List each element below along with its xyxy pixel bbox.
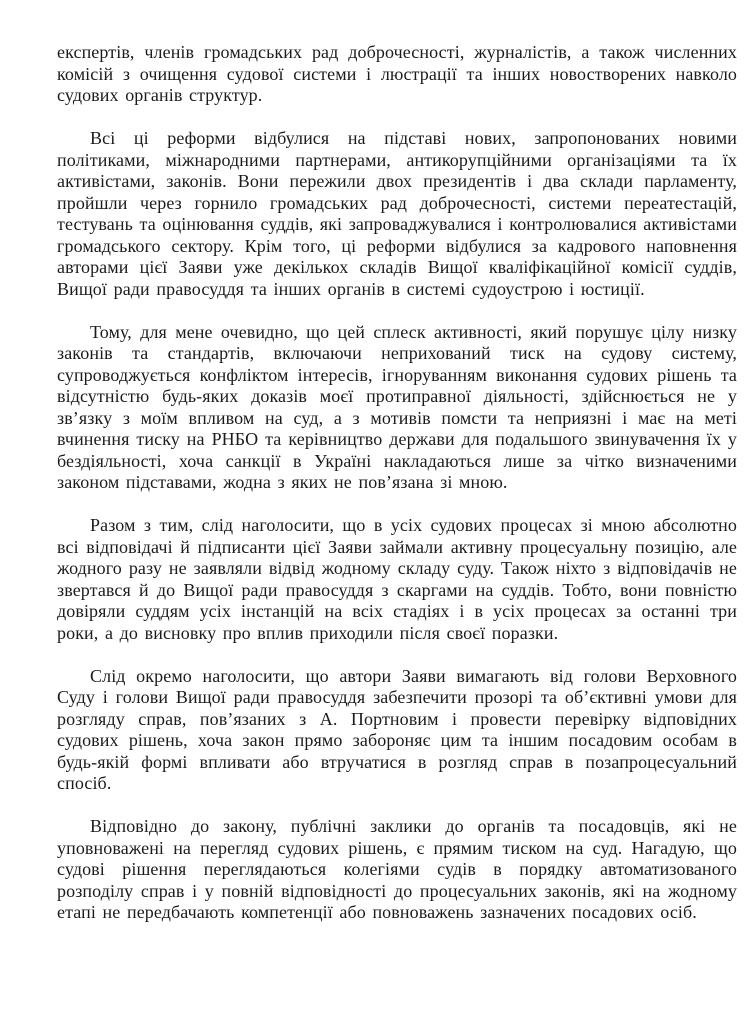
paragraph: Разом з тим, слід наголосити, що в усіх судових процесах зі мною абсолютно всі відповідачі й підписанти цієї Заяви займали активну процесуальну позицію, але жодного разу не заявляли відвід жодному складу суду. Також ніхто з відповідачів не звертався й до Вищої ради правосуддя з скаргами на суддів. Тобто, вони повністю довіряли суддям усіх інстанцій на всіх стадіях і в усіх процесах за останні три роки, а до висновку про вплив приходили після своєї поразки. xyxy=(57,515,737,643)
paragraph: Тому, для мене очевидно, що цей сплеск активності, який порушує цілу низку законів та стандартів, включаючи неприхований тиск на судову систему, супроводжується конфліктом інтересів, ігноруванням виконання судових рішень та відсутністю будь-яких доказів моєї протиправної діяльності, здійснюється не у зв’язку з моїм впливом на суд, а з мотивів помсти та неприязні і має на меті вчинення тиску на РНБО та керівництво держави для подальшого звинувачення їх у бездіяльності, хоча санкції в Україні накладаються лише за чітко визначеними законом підставами, жодна з яких не пов’язана зі мною. xyxy=(57,321,737,492)
paragraph: Всі ці реформи відбулися на підставі нових, запропонованих новими політиками, міжнародними партнерами, антикорупційними організаціями та їх активістами, законів. Вони пережили двох президентів і два склади парламенту, пройшли через горнило громадських рад доброчесності, системи переатестацій, тестувань та оцінювання суддів, які запроваджувалися і контролювалися активістами громадського сектору. Крім того, ці реформи відбулися за кадрового наповнення авторами цієї Заяви уже декількох складів Вищої кваліфікаційної комісії суддів, Вищої ради правосуддя та інших органів в системі судоустрою і юстиції. xyxy=(57,128,737,299)
paragraph-continuation: експертів, членів громадських рад доброчесності, журналістів, а також численних комісій з очищення судової системи і люстрації та інших новостворених навколо судових органів структур. xyxy=(57,42,737,105)
paragraph: Відповідно до закону, публічні заклики до органів та посадовців, які не уповноважені на перегляд судових рішень, є прямим тиском на суд. Нагадую, що судові рішення переглядаються колегіями судів в порядку автоматизованого розподілу справ і у повній відповідності до процесуальних законів, які на жодному етапі не передбачають компетенції або повноважень зазначених посадових осіб. xyxy=(57,816,737,922)
document-text-block xyxy=(57,42,737,924)
paragraph: Слід окремо наголосити, що автори Заяви вимагають від голови Верховного Суду і голови Вищої ради правосуддя забезпечити прозорі та об’єктивні умови для розгляду справ, пов’язаних з А. Портновим і провести перевірку відповідних судових рішень, хоча закон прямо забороняє цим та іншим посадовим особам в будь-якій формі впливати або втручатися в розгляд справ в позапроцесуальний спосіб. xyxy=(57,665,737,793)
